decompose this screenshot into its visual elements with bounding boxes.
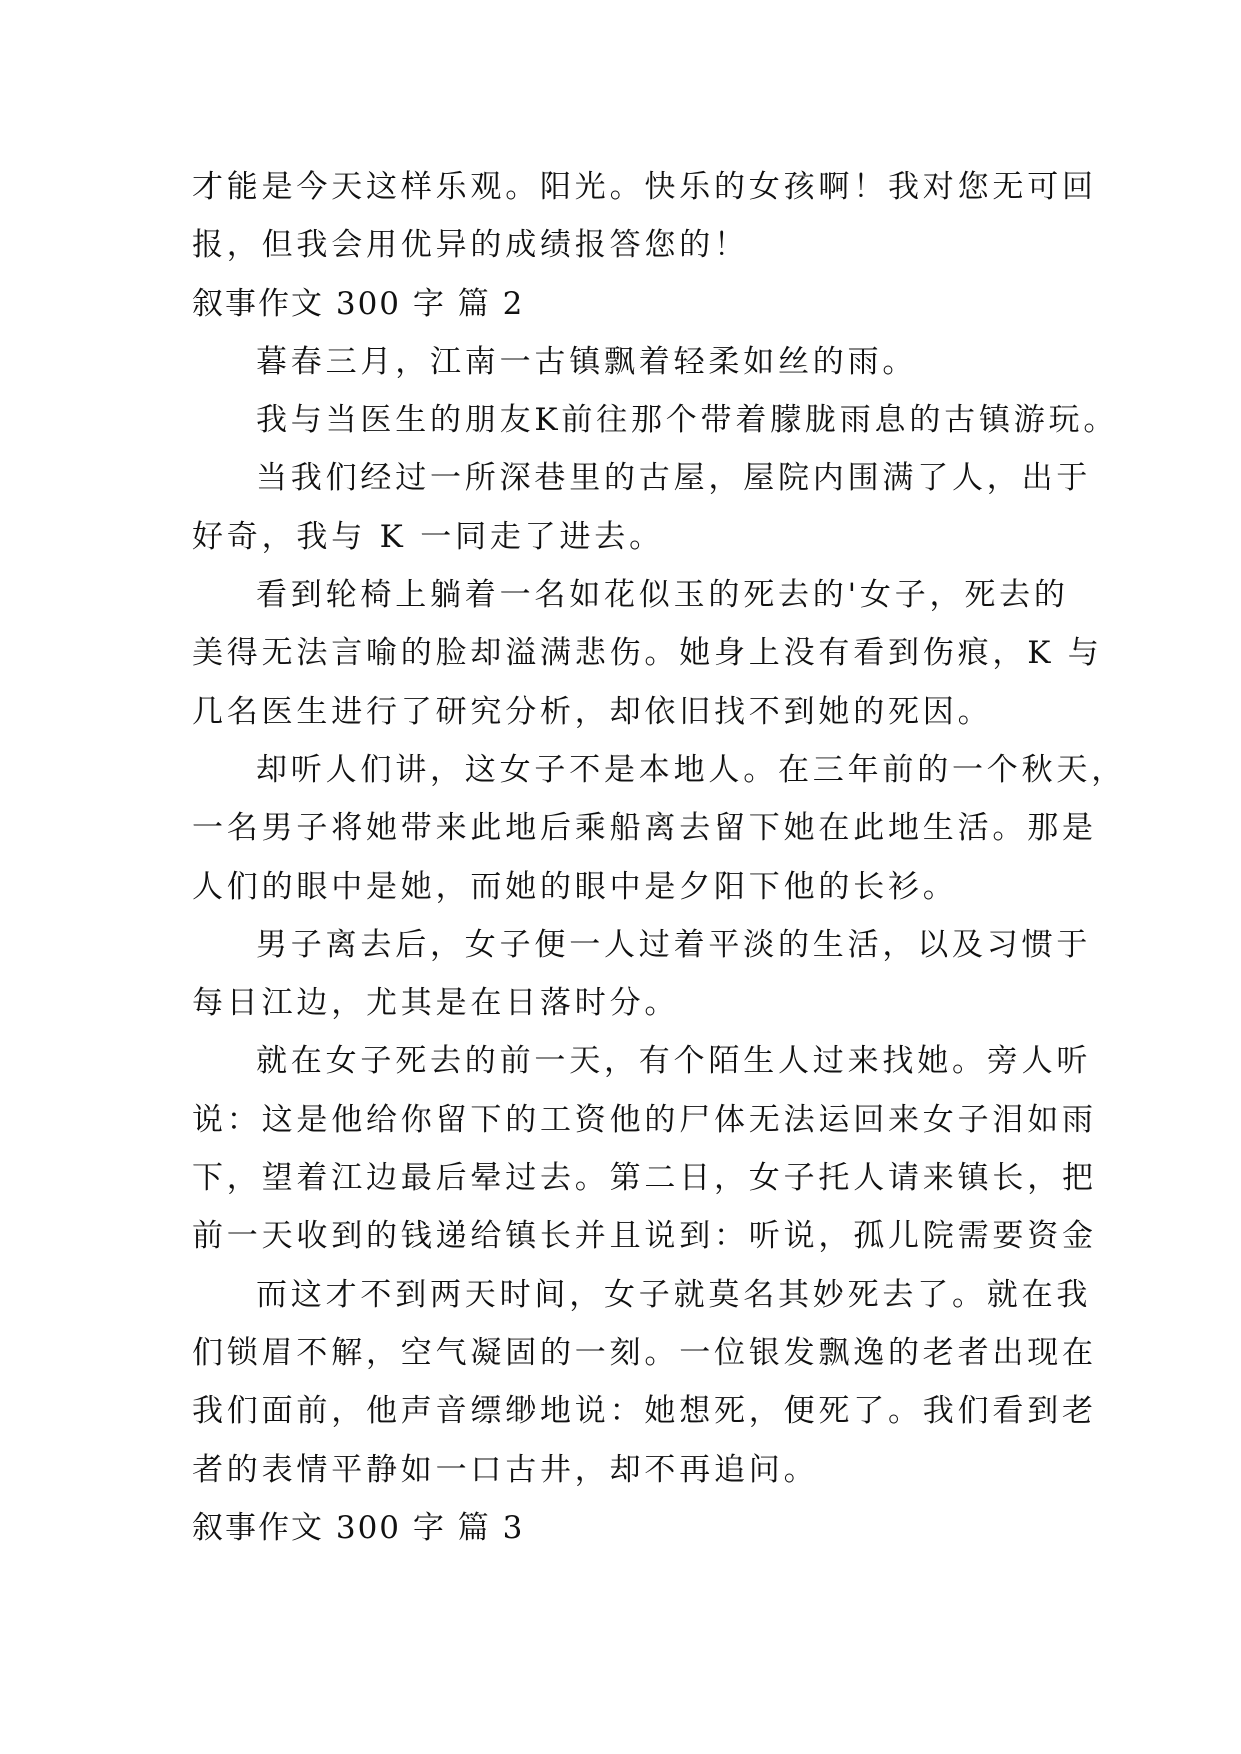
document-body bbox=[192, 158, 1126, 1557]
paragraph-line: 几名医生进行了研究分析，却依旧找不到她的死因。 bbox=[192, 693, 993, 730]
paragraph-line: 下，望着江边最后晕过去。第二日，女子托人请来镇长，把 bbox=[192, 1160, 1097, 1197]
paragraph-line: 就在女子死去的前一天，有个陌生人过来找她。旁人听 bbox=[256, 1043, 1092, 1080]
paragraph-line: 说：这是他给你留下的工资他的尸体无法运回来女子泪如雨 bbox=[192, 1101, 1097, 1138]
paragraph-line: 们锁眉不解，空气凝固的一刻。一位银发飘逸的老者出现在 bbox=[192, 1334, 1097, 1371]
paragraph-line: 前一天收到的钱递给镇长并且说到：听说，孤儿院需要资金 bbox=[192, 1218, 1097, 1255]
paragraph-line: 好奇，我与 K 一同走了进去。 bbox=[192, 518, 664, 555]
paragraph-line: 每日江边，尤其是在日落时分。 bbox=[192, 985, 680, 1022]
paragraph-line: 我与当医生的朋友K前往那个带着朦胧雨息的古镇游玩。 bbox=[256, 402, 1119, 439]
paragraph-line: 报，但我会用优异的成绩报答您的！ bbox=[192, 227, 749, 264]
paragraph-line: 我们面前，他声音缥缈地说：她想死，便死了。我们看到老 bbox=[192, 1393, 1097, 1430]
paragraph-line: 一名男子将她带来此地后乘船离去留下她在此地生活。那是 bbox=[192, 810, 1097, 847]
paragraph-line: 却听人们讲，这女子不是本地人。在三年前的一个秋天， bbox=[256, 751, 1126, 788]
paragraph-line: 才能是今天这样乐观。阳光。快乐的女孩啊！我对您无可回 bbox=[192, 169, 1097, 205]
paragraph-line: 人们的眼中是她，而她的眼中是夕阳下他的长衫。 bbox=[192, 868, 958, 905]
paragraph-line: 男子离去后，女子便一人过着平淡的生活，以及习惯于 bbox=[256, 926, 1092, 963]
paragraph-line: 而这才不到两天时间，女子就莫名其妙死去了。就在我 bbox=[256, 1276, 1092, 1313]
paragraph-line: 者的表情平静如一口古井，却不再追问。 bbox=[192, 1451, 819, 1488]
section-heading: 叙事作文 300 字 篇 3 bbox=[192, 1509, 525, 1546]
paragraph-line: 看到轮椅上躺着一名如花似玉的死去的'女子，死去的 bbox=[256, 577, 1069, 614]
section-heading: 叙事作文 300 字 篇 2 bbox=[192, 285, 525, 322]
paragraph-line: 美得无法言喻的脸却溢满悲伤。她身上没有看到伤痕，K 与 bbox=[192, 635, 1103, 672]
paragraph-line: 当我们经过一所深巷里的古屋，屋院内围满了人，出于 bbox=[256, 460, 1092, 497]
paragraph-line: 暮春三月，江南一古镇飘着轻柔如丝的雨。 bbox=[256, 343, 918, 380]
